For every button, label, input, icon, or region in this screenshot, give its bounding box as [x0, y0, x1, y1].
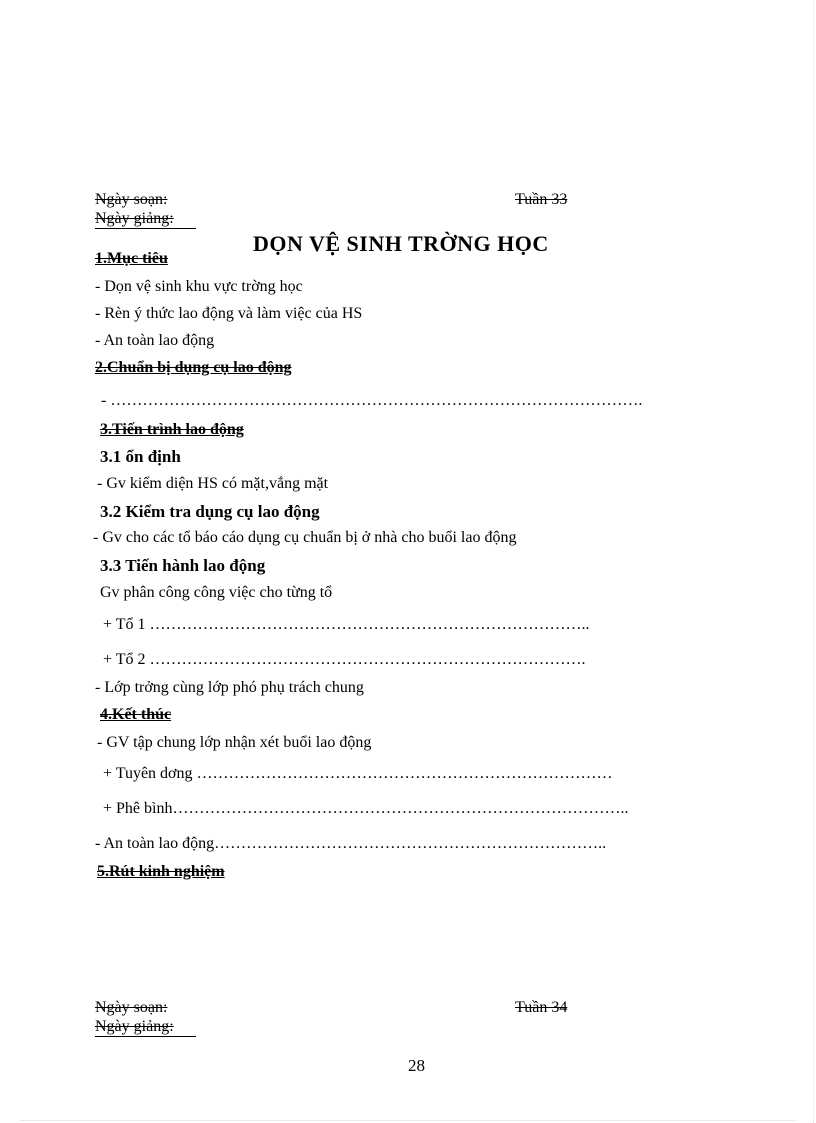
- objective-item-3: - An toàn lao động: [95, 332, 215, 349]
- attendance-text: - Gv kiểm diện HS có mặt,vắng mặt: [97, 475, 329, 492]
- section-1-heading: 1.Mục tiêu: [95, 250, 168, 267]
- subsection-3-3-heading: 3.3 Tiến hành lao động: [100, 556, 266, 575]
- date-taught-underline: [95, 228, 196, 229]
- next-date-taught-underline: [95, 1036, 196, 1037]
- summary-text: - GV tập chung lớp nhận xét buổi lao động: [97, 734, 372, 751]
- tools-fill-line: - ……………………………………………………………………………………….: [101, 392, 643, 409]
- page-title: DỌN VỆ SINH TRỜNG HỌC: [253, 231, 549, 256]
- subsection-3-2-heading: 3.2 Kiểm tra dụng cụ lao động: [100, 502, 320, 521]
- date-taught-label: Ngày giảng:: [95, 210, 174, 227]
- class-lead-text: - Lớp trởng cùng lớp phó phụ trách chung: [95, 679, 364, 696]
- objective-item-2: - Rèn ý thức lao động và làm việc của HS: [95, 305, 363, 322]
- critique-line: + Phê bình…………………………………………………………………………..: [103, 800, 629, 817]
- week-label: Tuần 33: [515, 191, 568, 208]
- safety-line: - An toàn lao động………………………………………………………………..: [95, 835, 607, 852]
- tools-check-text: - Gv cho các tổ báo cáo dụng cụ chuẩn bị ở nhà cho buổi lao động: [93, 529, 517, 546]
- section-2-heading: 2.Chuẩn bị dụng cụ lao động: [95, 359, 292, 376]
- date-prepared-label: Ngày soạn:: [95, 191, 168, 208]
- page-side-rule: [813, 0, 814, 1123]
- next-week-label: Tuần 34: [515, 999, 568, 1016]
- page-bottom-rule: [20, 1120, 796, 1121]
- team-1-line: + Tổ 1 ………………………………………………………………………..: [103, 616, 590, 633]
- team-2-line: + Tổ 2 ……………………………………………………………………….: [103, 651, 586, 668]
- objective-item-1: - Dọn vệ sinh khu vực trờng học: [95, 278, 303, 295]
- section-5-heading: 5.Rút kinh nghiệm: [97, 863, 225, 880]
- next-date-taught-label: Ngày giảng:: [95, 1018, 174, 1035]
- assignment-intro: Gv phân công công việc cho từng tổ: [100, 584, 333, 601]
- section-4-heading: 4.Kết thúc: [100, 706, 172, 723]
- subsection-3-1-heading: 3.1 ổn định: [100, 447, 181, 466]
- praise-line: + Tuyên dơng ……………………………………………………………………: [103, 765, 613, 782]
- section-3-heading: 3.Tiến trình lao động: [100, 421, 244, 438]
- page-number: 28: [408, 1056, 425, 1075]
- next-date-prepared-label: Ngày soạn:: [95, 999, 168, 1016]
